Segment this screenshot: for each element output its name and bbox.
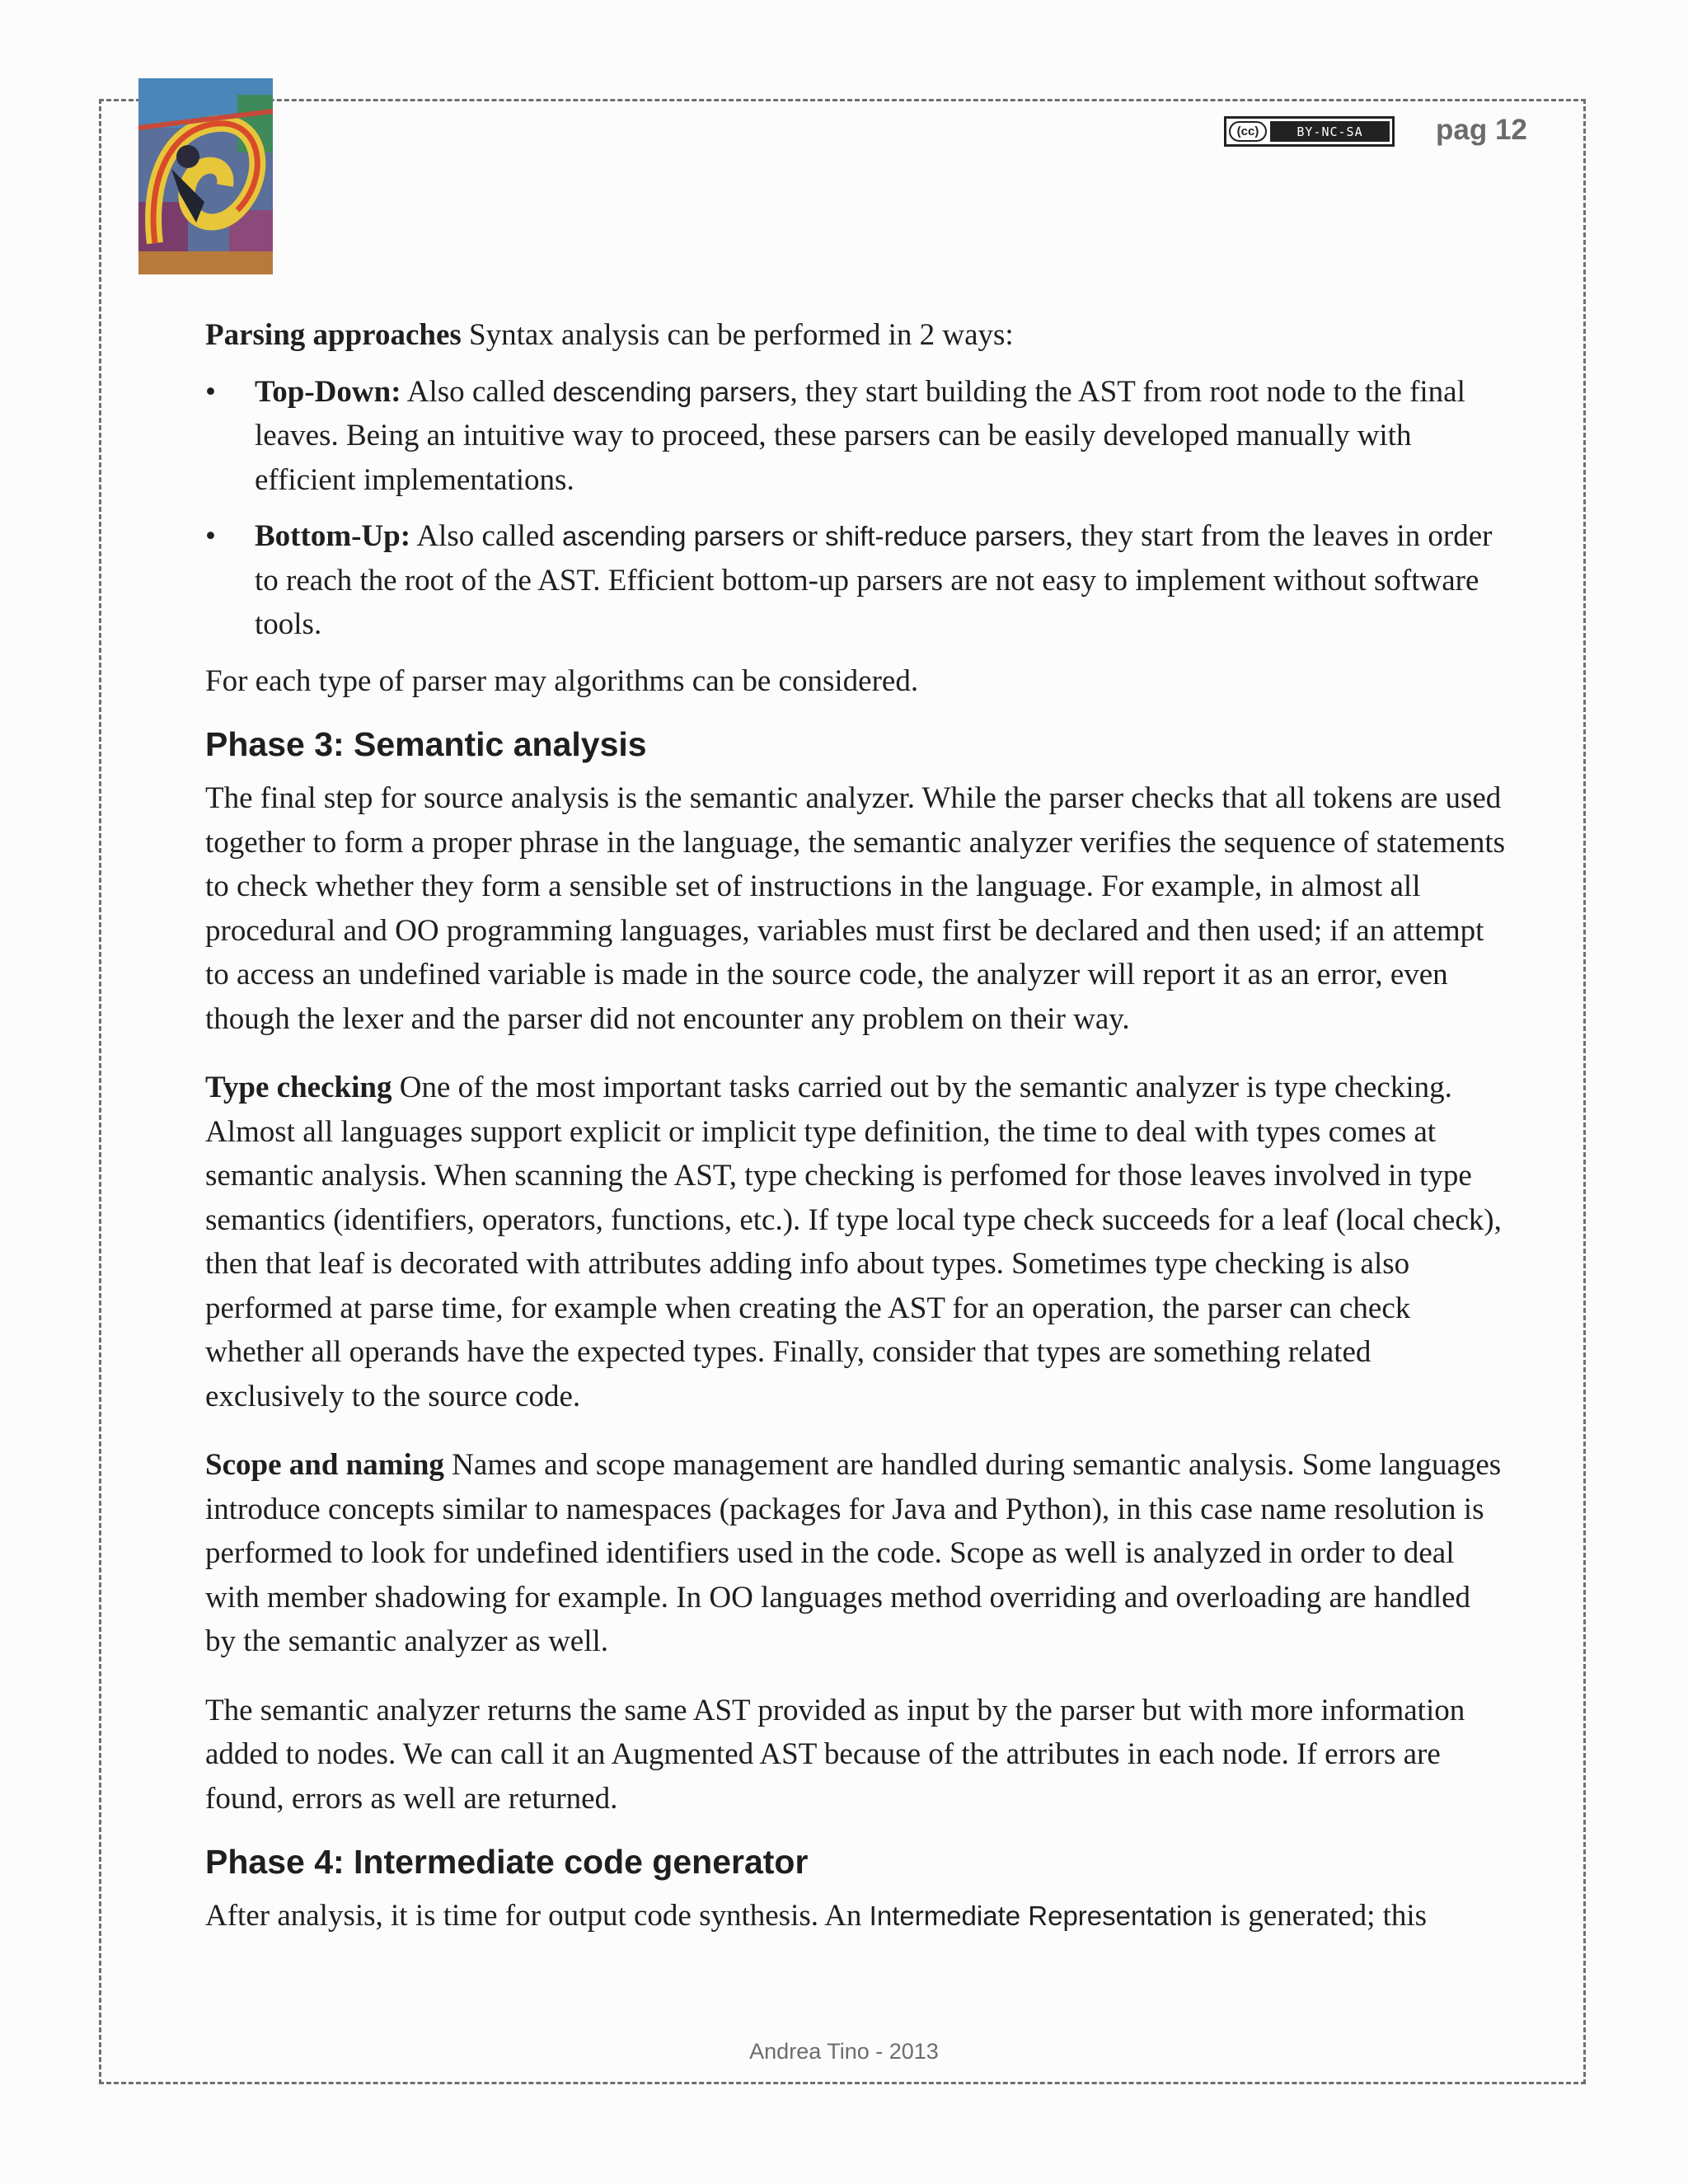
type-checking-paragraph: Type checking One of the most important tasks carried out by the semantic analyzer is type checking. Almost all languages support explicit or implicit type definition, the time to deal with types comes at semantic analysis. When scanning the AST, type checking is perfomed for those leaves involved in type semantics (identifiers, operators, functions, etc.). If type local type check succeeds for a leaf (local check), then that leaf is decorated with attributes adding info about types. Sometimes type checking is also performed at parse time, for example when creating the AST for an operation, the parser can check whether all operands have the expected types. Finally, consider that types are something related exclusively to the source code. <box>205 1071 1502 1413</box>
book-cover-image <box>138 78 273 274</box>
page-content <box>205 313 1507 1951</box>
phase3-intro-paragraph: The final step for source analysis is the semantic analyzer. While the parser checks that all tokens are used together to form a proper phrase in the language, the semantic analyzer verifies the sequence of statements to check whether they form a sensible set of instructions in the language. For example, in almost all procedural and OO programming languages, variables must first be declared and then used; if an attempt to access an undefined variable is made in the source code, the analyzer will report it as an error, even though the lexer and the parser did not encounter any problem on their way. <box>205 781 1505 1036</box>
term-shift-reduce-parsers: shift-reduce parsers <box>825 521 1066 551</box>
page-footer: Andrea Tino - 2013 <box>749 2039 939 2064</box>
parsing-approaches-paragraph: Parsing approaches Syntax analysis can be performed in 2 ways: <box>205 318 1014 352</box>
type-checking-label: Type checking <box>205 1071 392 1104</box>
phase4-paragraph: After analysis, it is time for output code synthesis. An Intermediate Representation is generated; this <box>205 1899 1428 1933</box>
bullet-icon: • <box>205 374 216 409</box>
list-item-bottom-up: • Bottom-Up: Also called ascending parsers or shift-reduce parsers, they start from the leaves in order to reach the root of the AST. Efficient bottom-up parsers are not easy to implement without software tools. <box>205 514 1507 647</box>
license-terms: BY-NC-SA <box>1270 121 1390 142</box>
scope-naming-label: Scope and naming <box>205 1448 444 1482</box>
page-number: pag 12 <box>1436 114 1527 146</box>
parsing-closing-paragraph: For each type of parser may algorithms can be considered. <box>205 663 919 698</box>
term-ascending-parsers: ascending parsers <box>562 521 785 551</box>
bullet-icon: • <box>205 519 216 553</box>
phase4-heading: Phase 4: Intermediate code generator <box>205 1843 809 1881</box>
list-item-top-down: • Top-Down: Also called descending parsers, they start building the AST from root node to the final leaves. Being an intuitive way to proceed, these parsers can be easily developed manually with efficient implementations. <box>205 370 1507 503</box>
license-badge <box>1224 116 1395 147</box>
semantic-result-paragraph: The semantic analyzer returns the same AST provided as input by the parser but with more information added to nodes. We can call it an Augmented AST because of the attributes in each node. If errors are found, errors as well are returned. <box>205 1693 1465 1816</box>
phase3-heading: Phase 3: Semantic analysis <box>205 725 647 763</box>
cc-icon: (cc) <box>1229 121 1267 142</box>
parsing-approaches-label: Parsing approaches <box>205 318 462 352</box>
term-intermediate-representation: Intermediate Representation <box>869 1900 1213 1931</box>
scope-naming-paragraph: Scope and naming Names and scope management are handled during semantic analysis. Some languages introduce concepts similar to namespaces (packages for Java and Python), in this case name resolution is performed to look for undefined identifiers used in the code. Scope as well is analyzed in order to deal with member shadowing for example. In OO languages method overriding and overloading are handled by the semantic analyzer as well. <box>205 1448 1502 1658</box>
term-descending-parsers: descending parsers <box>552 376 790 407</box>
parsing-approaches-list <box>205 370 1507 647</box>
